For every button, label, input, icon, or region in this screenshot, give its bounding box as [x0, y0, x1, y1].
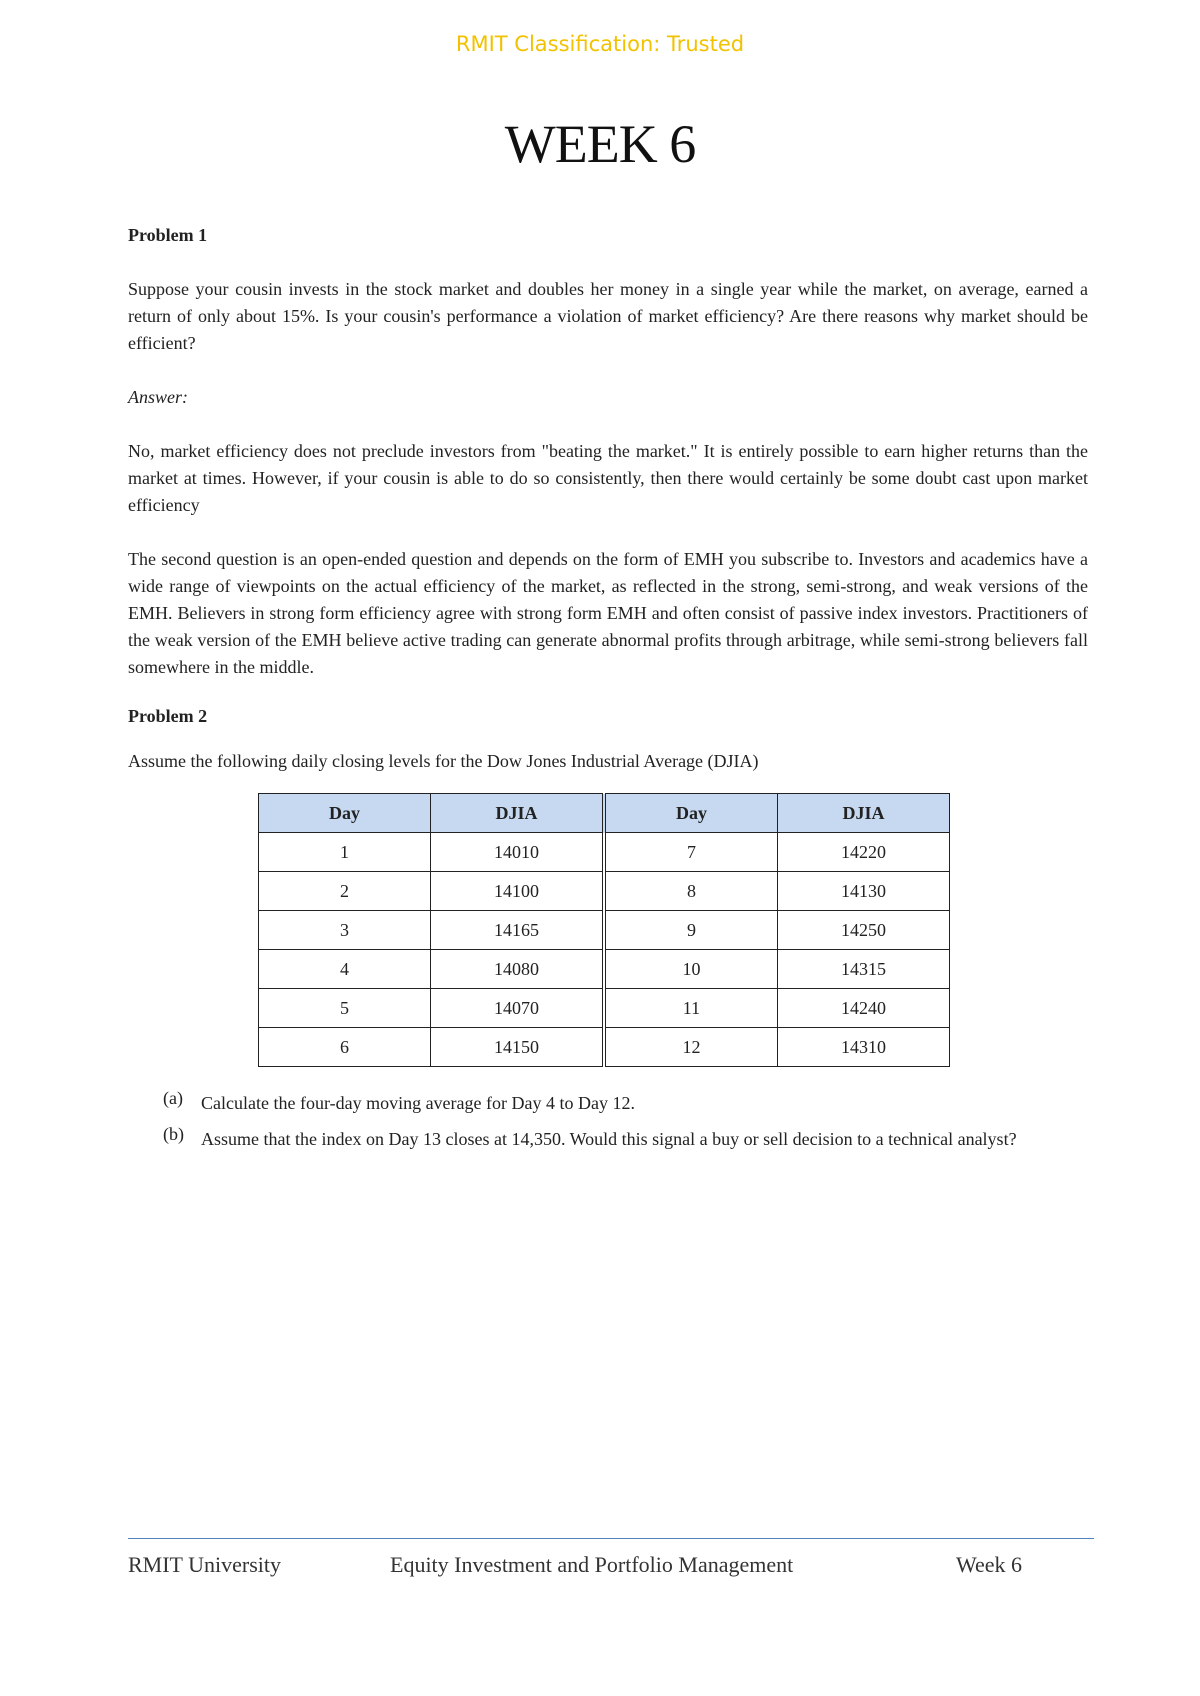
footer-right: Week 6 [956, 1552, 1023, 1577]
table-cell: 10 [604, 950, 777, 989]
table-cell: 5 [259, 989, 431, 1028]
table-cell: 3 [259, 911, 431, 950]
table-cell: 8 [604, 872, 777, 911]
question-label: (b) [163, 1124, 184, 1144]
list-item [163, 1121, 1088, 1157]
table-row [259, 833, 950, 872]
table-row [259, 1028, 950, 1067]
answer-label: Answer: [128, 387, 188, 407]
answer-paragraph-1: No, market efficiency does not preclude investors from "beating the market." It is entirely possible to earn higher returns than the market at times. However, if your cousin is able to do so consistently, then there would certainly be some doubt cast upon market efficiency [128, 441, 1088, 515]
table-row [259, 872, 950, 911]
table-cell: 14220 [777, 833, 949, 872]
table-cell: 9 [604, 911, 777, 950]
table-cell: 14100 [430, 872, 604, 911]
question-text: Calculate the four-day moving average for Day 4 to Day 12. [201, 1093, 635, 1113]
document-body [128, 222, 1088, 1157]
footer-divider [128, 1538, 1094, 1539]
question-label: (a) [163, 1088, 183, 1108]
table-cell: 14010 [430, 833, 604, 872]
table-cell: 14250 [777, 911, 949, 950]
djia-table [258, 793, 950, 1067]
table-cell: 14080 [430, 950, 604, 989]
problem1-question: Suppose your cousin invests in the stock market and doubles her money in a single year while the market, on average, earned a return of only about 15%. Is your cousin's performance a violation of market efficiency? Are there reasons why market should be efficient? [128, 279, 1088, 353]
classification-label: RMIT Classification: Trusted [455, 32, 745, 56]
answer-paragraph-2: The second question is an open-ended question and depends on the form of EMH you subscribe to. Investors and academics have a wide range of viewpoints on the actual efficiency of the market, as reflected in the strong, semi-strong, and weak versions of the EMH. Believers in strong form efficiency agree with strong form EMH and often consist of passive index investors. Practitioners of the weak version of the EMH believe active trading can generate abnormal profits through arbitrage, while semi-strong believers fall somewhere in the middle. [128, 549, 1088, 677]
table-cell: 6 [259, 1028, 431, 1067]
table-header-cell: Day [259, 794, 431, 833]
table-cell: 11 [604, 989, 777, 1028]
table-header-cell: DJIA [430, 794, 604, 833]
table-header-row [259, 794, 950, 833]
table-cell: 14150 [430, 1028, 604, 1067]
table-row [259, 989, 950, 1028]
footer-center: Equity Investment and Portfolio Management [390, 1552, 794, 1577]
list-item [163, 1085, 1088, 1121]
page-title: WEEK 6 [504, 114, 696, 174]
table-cell: 1 [259, 833, 431, 872]
table-cell: 14165 [430, 911, 604, 950]
table-cell: 4 [259, 950, 431, 989]
table-row [259, 950, 950, 989]
problem1-heading: Problem 1 [128, 225, 208, 245]
table-cell: 14315 [777, 950, 949, 989]
table-cell: 14310 [777, 1028, 949, 1067]
question-text: Assume that the index on Day 13 closes at 14,350. Would this signal a buy or sell decision to a technical analyst? [201, 1129, 1017, 1149]
table-cell: 14240 [777, 989, 949, 1028]
table-cell: 14070 [430, 989, 604, 1028]
table-row [259, 911, 950, 950]
footer-left: RMIT University [128, 1552, 281, 1577]
table-cell: 14130 [777, 872, 949, 911]
table-cell: 12 [604, 1028, 777, 1067]
problem2-heading: Problem 2 [128, 706, 208, 726]
table-header-cell: Day [604, 794, 777, 833]
table-cell: 7 [604, 833, 777, 872]
table-header-cell: DJIA [777, 794, 949, 833]
table-cell: 2 [259, 872, 431, 911]
question-list [128, 1085, 1088, 1157]
problem2-intro: Assume the following daily closing levels for the Dow Jones Industrial Average (DJIA) [128, 751, 759, 771]
